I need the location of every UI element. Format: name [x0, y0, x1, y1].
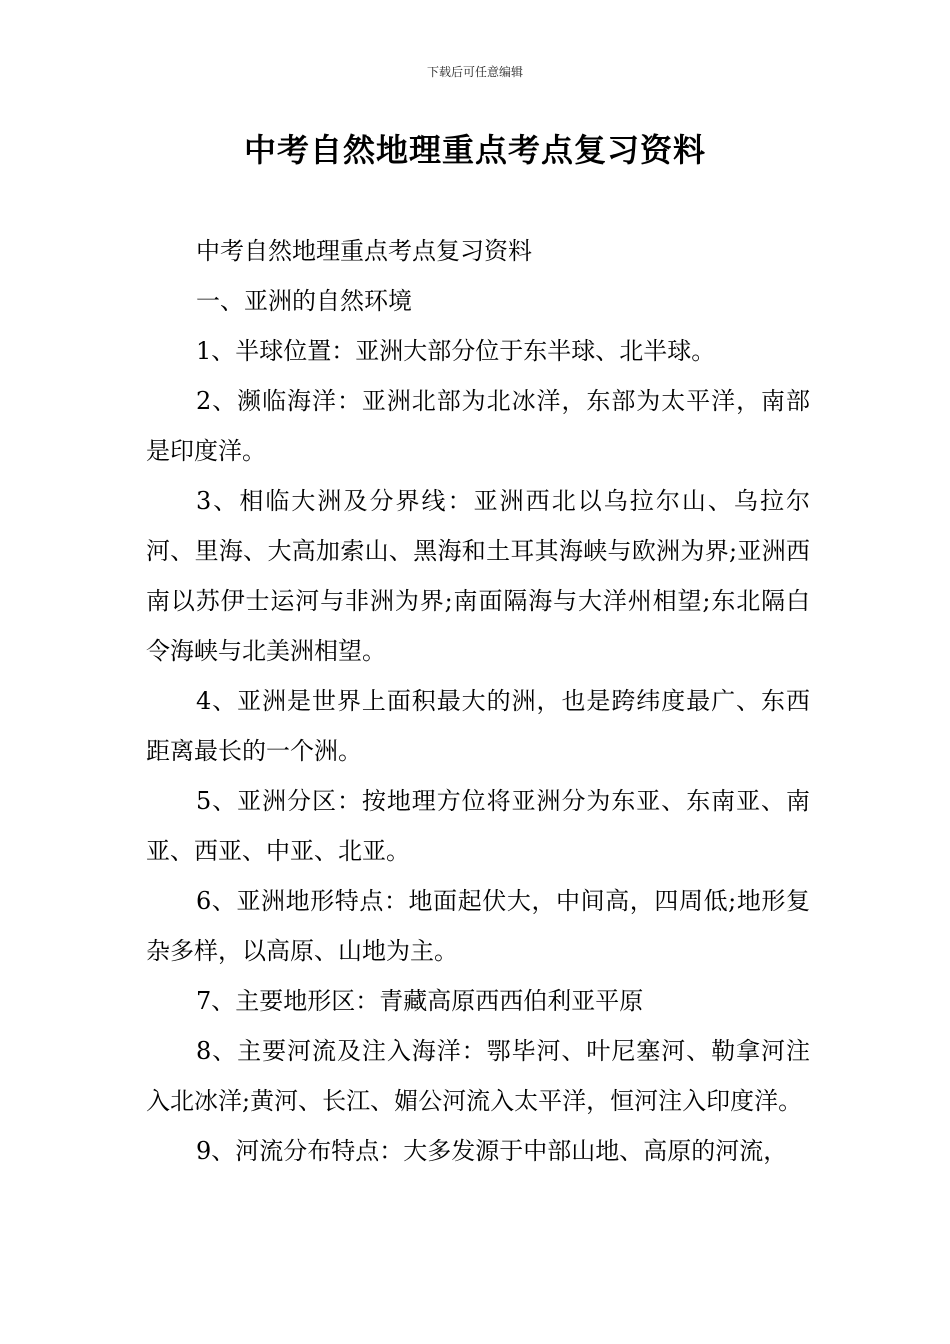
paragraph-river-distribution: 9、河流分布特点：大多发源于中部山地、高原的河流，: [196, 1137, 788, 1165]
paragraph-oceans: 2、濒临海洋：亚洲北部为北冰洋，东部为太平洋，南部是印度洋。: [146, 387, 810, 465]
document-body: [146, 226, 810, 1176]
paragraph-largest-continent: 4、亚洲是世界上面积最大的洲，也是跨纬度最广、东西距离最长的一个洲。: [146, 687, 810, 765]
paragraph-boundaries: 3、相临大洲及分界线：亚洲西北以乌拉尔山、乌拉尔河、里海、大高加索山、黑海和土耳其海峡与欧洲为界;亚洲西南以苏伊士运河与非洲为界;南面隔海与大洋州相望;东北隔白令海峡与北美洲相望。: [146, 487, 810, 665]
section-heading-asia: 一、亚洲的自然环境: [196, 287, 412, 315]
paragraph-hemisphere: 1、半球位置：亚洲大部分位于东半球、北半球。: [196, 337, 716, 365]
paragraph-subtitle: 中考自然地理重点考点复习资料: [196, 237, 532, 265]
page-header-note: 下载后可任意编辑: [426, 65, 523, 79]
paragraph-terrain-features: 6、亚洲地形特点：地面起伏大，中间高，四周低;地形复杂多样，以高原、山地为主。: [146, 887, 810, 965]
paragraph-terrain-regions: 7、主要地形区：青藏高原西西伯利亚平原: [196, 987, 644, 1015]
page-title: 中考自然地理重点考点复习资料: [243, 131, 706, 169]
paragraph-rivers: 8、主要河流及注入海洋：鄂毕河、叶尼塞河、勒拿河注入北冰洋;黄河、长江、媚公河流入太平洋，恒河注入印度洋。: [146, 1037, 810, 1115]
paragraph-regions: 5、亚洲分区：按地理方位将亚洲分为东亚、东南亚、南亚、西亚、中亚、北亚。: [146, 787, 810, 865]
